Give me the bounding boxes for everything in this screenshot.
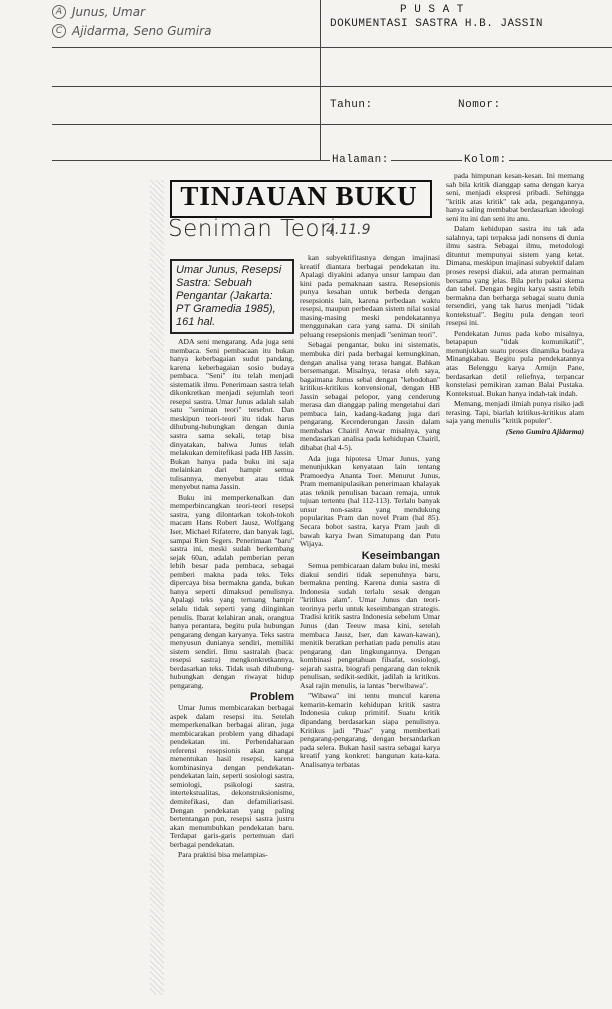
- article-title: Seniman Teori: [168, 216, 337, 242]
- handwritten-mark-c: C: [52, 24, 66, 38]
- col1-subheading: Problem: [249, 691, 294, 704]
- header-divider-vertical: [320, 0, 321, 160]
- col1-paragraph-1: ADA seni mengarang. Ada juga seni membaca. Seni pembacaan itu bukan hanya keberbagaian sudut pandang, karena keberbagaian sosio budaya pembaca. "Seni" itu telah menjadi sistematik ilmu. Penerimaan sastra telah dikonkretkan menjadi sejumlah teori resepsi sastra. Umar Junus adalah salah satu "seniman teori" tersebut. Dan meskipun teori-teori itu tidak harus dihubung-hubungkan dengan dunia sastra sama sekali, tetap bisa dinyatakan, bahwa Junus telah melakukan demitefikasi pada HB Jassin. Bukan hanya pada buku ini saja melainkan dari hampir semua tulisannya, menyebut atau tidak menyebut nama Jassin.: [170, 337, 294, 492]
- col3-paragraph-4: Memang, menjadi ilmiah punya risiko jadi terasing. Tapi, biarlah kritikus-kritikus alam saja yang menulis "kritik populer".: [446, 399, 584, 426]
- col3-paragraph-1: pada himpunan kesan-kesan. Ini memang sah bila kritik dianggap sama dengan karya seni, menjadi ekspresi pribadi. Sehingga "kritik atas kritik" tak ada, pegangannya, hanya saling membabat berdasarkan ideologi seni itu ini dan seni itu anu.: [446, 171, 584, 223]
- article-column-2: [300, 254, 440, 771]
- col1-paragraph-2: Buku ini memperkenalkan dan memperbincangkan teori-teori resepsi sastra, yang dilontarkan tokoh-tokoh macam Hans Robert Jausz, Wolfgang Iser, Michael Rifaterre, dan banyak lagi, sampai Rien Segers. Penerimaan "baru" sastra ini, meski sudah berkembang sejak 60an, adalah pemberian peran lebih besar pada pembaca, sebagai pemberi makna pada teks. Teks dipercaya bisa bermakna ganda, bukan hanya seperti dimaksud penulisnya. Apalagi teks yang tertuang hampir selalu tidak seperti yang diinginkan penulis. Ibarat kelahiran anak, orangtua hanya perantara, begitu pula hubungan pengarang dengan karyanya. Teks sastra menyusun dunianya sendiri, memiliki sistem sendiri. Ilmu sastralah (baca: resepsi sastra) mengkonkretkannya, berdasarkan teks. Tidak usah dihubung-hubungkan dengan riwayat hidup pengarang.: [170, 492, 294, 690]
- col2-paragraph-5: "Wibawa" ini tentu muncul karena kemarin-kemarin kehidupan kritik sastra Indonesia cukup primitif. Suatu kritik dipandang berdasarkan siapa penulisnya. Kritikus jadi "Puas" yang memberkati pengarang-pengarang, dengan bersandarkan pada selera. Bukan hasil sastra sebagai karya kreatif yang konkret: bangunan kata-kata. Analisanya terbatas: [300, 691, 440, 769]
- col2-paragraph-2: Sebagai pengantar, buku ini sistematis, membuka diri pada berbagai kemungkinan, dengan analisa yang terasa hangat. Bahkan bersemangat. Misalnya, terasa oleh saya, bagaimana Junus sebal dengan "kebodohan" kritikus-kritikus konvensional, dengan HB Jassin sebagai pelopor, yang cenderung merasa dan dianggap paling mengetahui dari pembaca lain, kadang-kadang juga dari pengarang. Kecenderungan Jassin dalam membahas Chairil Anwar misalnya, yang mendasarkan analisa pada kehidupan Chairil, dibabat (hal 4-5).: [300, 340, 440, 453]
- org-name-line1: P U S A T: [400, 4, 464, 16]
- section-title: TINJAUAN BUKU: [180, 181, 418, 211]
- col3-paragraph-3: Pendekatan Junus pada kobo misalnya, betapapun "tidak komunikatif", menunjukkan suatu proses dinamika budaya Minangkabau. Begitu pula pendekatannya atas Belenggu karya Armijn Pane, berdasarkan detil reliefnya, terpancar konstelasi pemikiran zaman Balai Pustaka. Kontekstual. Bukan hanya indah-tak indah.: [446, 328, 584, 398]
- clipping-edge-shading: [150, 180, 164, 995]
- article-column-3: [446, 172, 584, 436]
- handwritten-reviewer: Ajidarma, Seno Gumira: [72, 24, 212, 38]
- column-label: Kolom:: [464, 154, 507, 166]
- number-label: Nomor:: [458, 99, 501, 111]
- col1-paragraph-3: Umar Junus membicarakan berbagai aspek dalam resepsi itu. Setelah memperkenalkan berbagai aliran, juga membicarakan problem yang dihadapi pendekatan ini. Perbendaharaan referensi resepsionis akan sangat menentukan hasil resepsi, karena kombinasinya dengan pendekatan-pendekatan lain, seperti sosiologi sastra, semiologi, psikologi sastra, intertekstualitas, dekonstruksionisme, demitefikasi, dan defamiliarisasi. Dengan pendekatan yang paling bertentangan pun, resepsi sastra justru akan menumbuhkan pendekatan baru. Terdapat garis-garis pertemuan dari berbagai pendekatan.: [170, 702, 294, 849]
- book-info-box: Umar Junus, Resepsi Sastra: Sebuah Pengantar (Jakarta: PT Gramedia 1985), 161 hal.: [170, 259, 294, 334]
- author-signature: (Seno Gumira Ajidarma): [505, 426, 584, 436]
- page-label: Halaman:: [332, 154, 389, 166]
- handwritten-author: Junus, Umar: [72, 5, 145, 19]
- col2-paragraph-3: Ada juga hipotesa Umar Junus, yang menunjukkan kenyataan lain tentang Pramoedya Ananta Toer. Menurut Junus, Pram memanipulasikan penerimaan khalayak atas teknik penulisan bacaan remaja, untuk tujuan tertentu (hal 112-113). Terlalu banyak unsur non-sastra yang mendukung popularitas Pram dan novel Pram (hal 85). Secara bobot sastra, karya Pram jauh di bawah karya Iwan Simatupang dan Putu Wijaya.: [300, 453, 440, 549]
- col3-paragraph-2: Dalam kehidupan sastra itu tak ada salahnya, tapi terpaksa jadi nonsens di dunia ilmu sastra. Sebagai ilmu, metodologi dituntut mempunyai sistem yang ketat. Dimana, meskipun imajinasi subyektif dalam proses resepsi diakui, ada aturan permainan bersama yang jelas. Bila perlu pakai skema dan tabel. Dengan begitu karya sastra lebih bermakna dan berharga sebagai suatu dunia tersendiri, yang tak harus menjadi "tidak kontekstual". Begitu pula dengan teori resepsi ini.: [446, 224, 584, 328]
- header-line-3: [320, 86, 612, 87]
- year-label: Tahun:: [330, 99, 373, 111]
- handwritten-date: 4.11.9: [326, 222, 371, 238]
- header-line-1: [52, 47, 612, 48]
- article-column-1: [170, 338, 294, 862]
- header-line-4: [52, 124, 612, 125]
- col1-paragraph-4: Para praktisi bisa melampias-: [178, 850, 268, 860]
- handwritten-mark-a: A: [52, 5, 66, 19]
- col2-subheading: Keseimbangan: [361, 549, 440, 562]
- org-name-line2: DOKUMENTASI SASTRA H.B. JASSIN: [330, 18, 544, 30]
- header-line-2: [52, 86, 320, 87]
- col2-paragraph-4: Semua pembicaraan dalam buku ini, meski diakui sendiri tidak sepenuhnya baru, bermakna penting. Karena dunia sastra di Indonesia sudah terlalu sesak dengan "kritikus alam". Umar Junus dan teori-teorinya perlu untuk keseimbangan strategis. Tradisi kritik sastra Indonesia sebelum Umar Junus (dan Teeuw masa kini, setelah membaca Jausz, Iser, dan kawan-kawan), menitik beratkan perhatian pada penulis atau pengarang dan lingkungannya. Dengan kombinasi pengetahuan filsafat, sosiologi, sejarah sastra, biografi pengarang dan teknik penulisan, sedikit-sedikit, jadilah ia kritikus. Asal rajin menulis, ia lantas "berwibawa".: [300, 561, 440, 690]
- col2-paragraph-1: kan subyektifitasnya dengan imajinasi kreatif diantara berbagai pendekatan itu. Apalagi diyakini adanya unsur lampau dan kini pada pemaknaan sastra. Resepsionis punya kesahan untuk berbeda dengan resepsionis lain, karena perbedaan waktu resepsi, maupun perbedaan sistem nilai sosial masing-masing meski pendekatannya menggunakan cara yang sama. Di sinilah peluang resepsionis menjadi "seniman teori".: [300, 253, 440, 339]
